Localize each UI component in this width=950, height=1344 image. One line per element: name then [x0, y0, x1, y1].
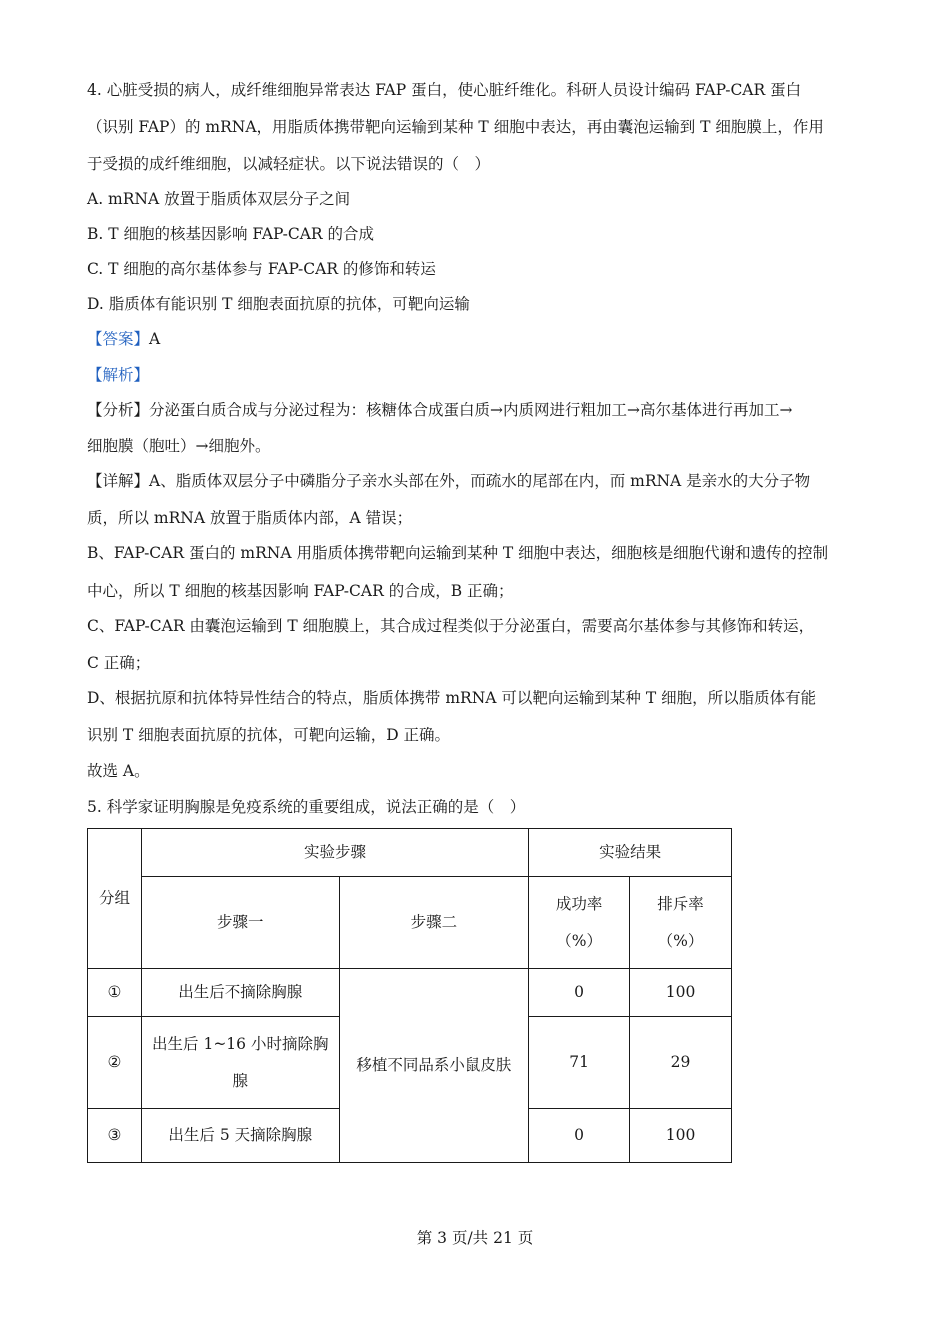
- header-success-rate: [529, 877, 630, 969]
- success-rate-unit: （%）: [556, 931, 602, 950]
- header-reject-rate: [630, 877, 732, 969]
- xiangjie-line-1: 【详解】A、脂质体双层分子中磷脂分子亲水头部在外，而疏水的尾部在内，而 mRNA 是亲水的大分子物: [87, 472, 811, 490]
- row-step1: 出生后 1~16 小时摘除胸腺: [141, 1017, 339, 1109]
- shared-step2: 移植不同品系小鼠皮肤: [339, 969, 529, 1163]
- row-step1: 出生后不摘除胸腺: [141, 969, 339, 1017]
- header-steps: 实验步骤: [141, 829, 528, 877]
- header-step1: 步骤一: [141, 877, 339, 969]
- row-success: 0: [529, 969, 630, 1017]
- table-row: [88, 969, 732, 1017]
- q4-option-a: A. mRNA 放置于脂质体双层分子之间: [87, 190, 351, 208]
- reject-rate-unit: （%）: [657, 931, 704, 950]
- q4-option-c: C. T 细胞的高尔基体参与 FAP-CAR 的修饰和转运: [87, 260, 436, 278]
- analysis-tag: 【解析】: [87, 366, 150, 384]
- q4-stem-line-3: 于受损的成纤维细胞，以减轻症状。以下说法错误的（ ）: [87, 155, 491, 173]
- xiangjie-line-5: C、FAP-CAR 由囊泡运输到 T 细胞膜上，其合成过程类似于分泌蛋白，需要高尔基体参与其修饰和转运，: [87, 617, 815, 635]
- row-reject: 100: [630, 969, 732, 1017]
- row-group: ③: [88, 1109, 142, 1163]
- xiangjie-line-3: B、FAP-CAR 蛋白的 mRNA 用脂质体携带靶向运输到某种 T 细胞中表达，细胞核是细胞代谢和遗传的控制: [87, 544, 829, 562]
- row-group: ②: [88, 1017, 142, 1109]
- row-success: 71: [529, 1017, 630, 1109]
- q5-stem: 5. 科学家证明胸腺是免疫系统的重要组成，说法正确的是（ ）: [87, 798, 526, 816]
- fenxi-line-1: 【分析】分泌蛋白质合成与分泌过程为：核糖体合成蛋白质→内质网进行粗加工→高尔基体进行再加工→: [87, 401, 793, 419]
- q4-option-b: B. T 细胞的核基因影响 FAP-CAR 的合成: [87, 225, 375, 243]
- header-group: 分组: [88, 829, 142, 969]
- success-rate-label: 成功率: [555, 894, 603, 913]
- xiangjie-line-7: D、根据抗原和抗体特异性结合的特点，脂质体携带 mRNA 可以靶向运输到某种 T 细胞，所以脂质体有能: [87, 689, 817, 707]
- q4-stem-line-2: （识别 FAP）的 mRNA，用脂质体携带靶向运输到某种 T 细胞中表达，再由囊泡运输到 T 细胞膜上，作用: [87, 118, 824, 136]
- q4-option-d: D. 脂质体有能识别 T 细胞表面抗原的抗体，可靶向运输: [87, 295, 470, 313]
- q4-stem-line-1: 4. 心脏受损的病人，成纤维细胞异常表达 FAP 蛋白，使心脏纤维化。科研人员设计编码 FAP-CAR 蛋白: [87, 81, 802, 99]
- experiment-table: [87, 828, 732, 1163]
- xiangjie-line-8: 识别 T 细胞表面抗原的抗体，可靶向运输，D 正确。: [87, 726, 451, 744]
- answer-tag: 【答案】: [87, 330, 150, 348]
- row-step1: 出生后 5 天摘除胸腺: [141, 1109, 339, 1163]
- fenxi-line-2: 细胞膜（胞吐）→细胞外。: [87, 437, 271, 455]
- header-step2: 步骤二: [339, 877, 529, 969]
- q4-answer-line: [87, 328, 867, 350]
- xiangjie-line-9: 故选 A。: [87, 762, 150, 780]
- row-success: 0: [529, 1109, 630, 1163]
- xiangjie-line-4: 中心，所以 T 细胞的核基因影响 FAP-CAR 的合成，B 正确；: [87, 582, 514, 600]
- xiangjie-line-2: 质，所以 mRNA 放置于脂质体内部，A 错误；: [87, 509, 413, 527]
- answer-value: A: [149, 330, 161, 348]
- row-reject: 29: [630, 1017, 732, 1109]
- row-group: ①: [88, 969, 142, 1017]
- page-footer: 第 3 页/共 21 页: [416, 1229, 534, 1247]
- xiangjie-line-6: C 正确；: [87, 654, 151, 672]
- reject-rate-label: 排斥率: [657, 894, 704, 913]
- row-reject: 100: [630, 1109, 732, 1163]
- header-results: 实验结果: [529, 829, 732, 877]
